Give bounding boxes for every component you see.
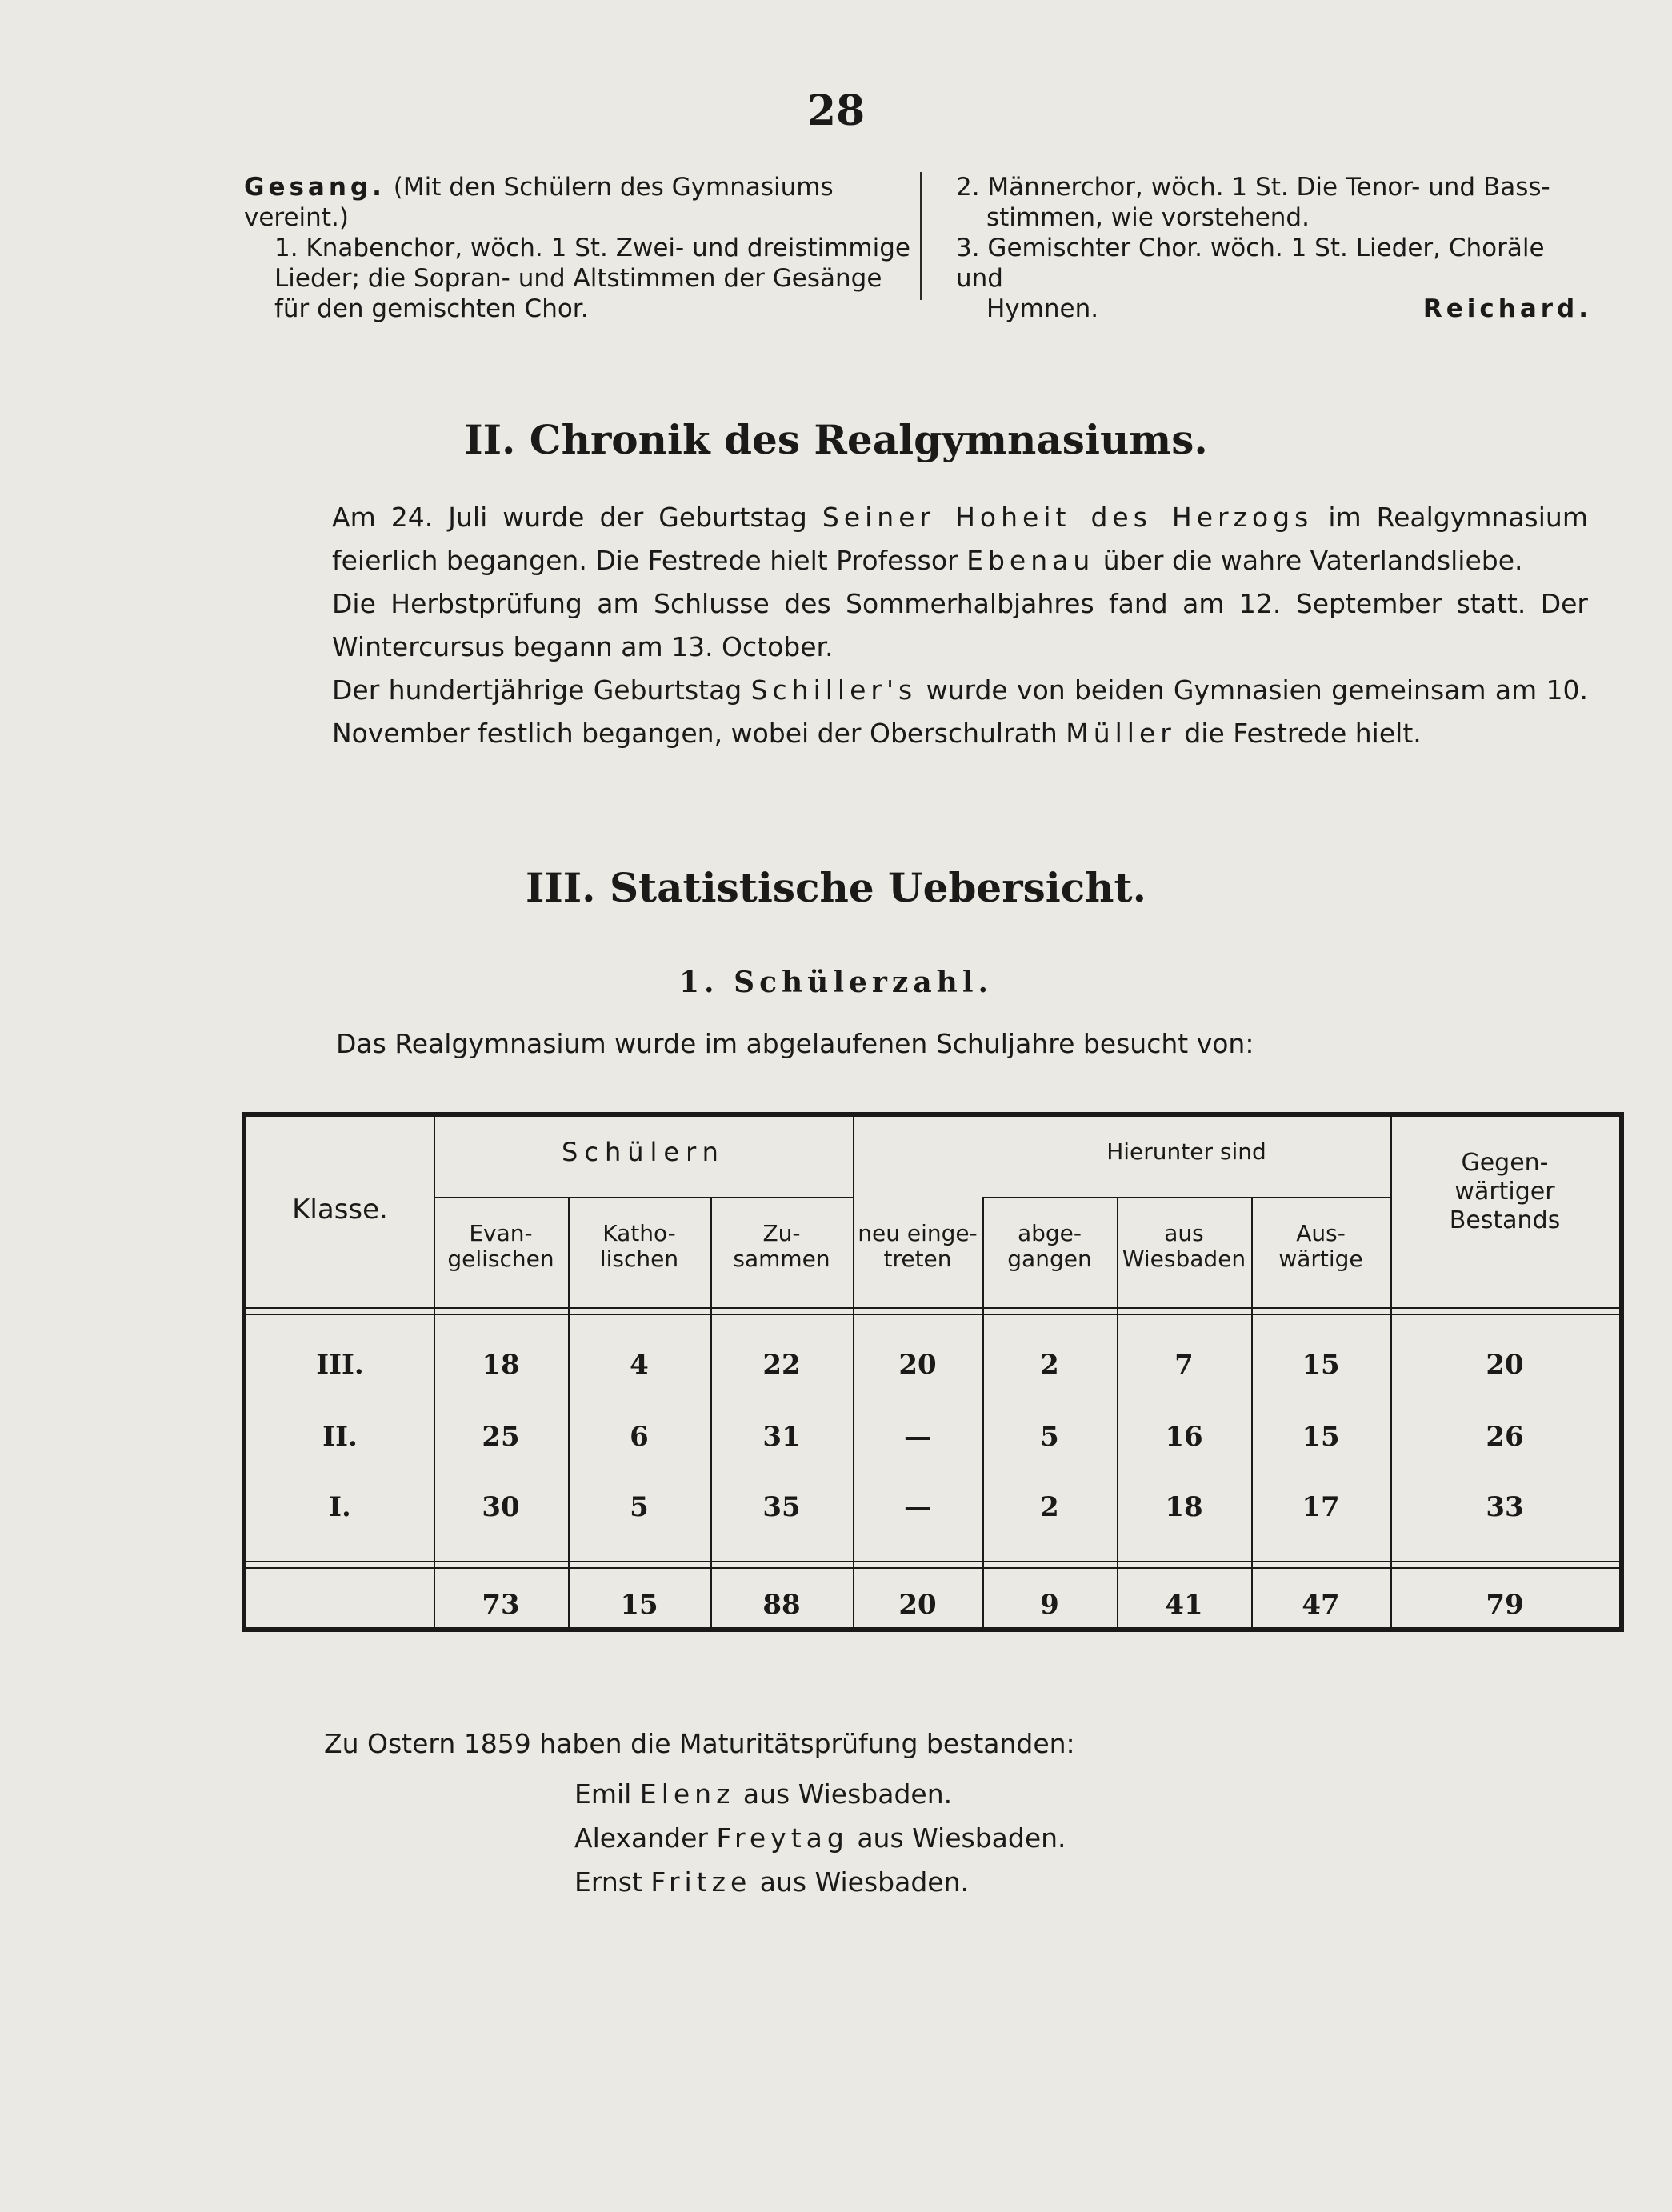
two-column-block xyxy=(244,172,1592,323)
cell-best: 26 xyxy=(1486,1421,1524,1453)
right-line-2: stimmen, wie vorstehend. xyxy=(986,203,1310,232)
cell-abg: 2 xyxy=(1040,1491,1059,1523)
total-neu: 20 xyxy=(898,1589,937,1621)
header-schuelern: Schülern xyxy=(562,1137,725,1167)
cell-wies: 16 xyxy=(1165,1421,1203,1453)
cell-best: 33 xyxy=(1486,1491,1524,1523)
row-klasse: III. xyxy=(316,1349,364,1381)
total-zus: 88 xyxy=(762,1589,801,1621)
cell-abg: 5 xyxy=(1040,1421,1059,1453)
cell-ev: 18 xyxy=(482,1349,520,1381)
right-line-4a: Hymnen. xyxy=(986,294,1099,323)
table-intro: Das Realgymnasium wurde im abgelaufenen Schuljahre besucht von: xyxy=(336,1028,1254,1059)
header-auswaertige: Aus- wärtige xyxy=(1278,1220,1363,1272)
cell-zus: 31 xyxy=(762,1421,801,1453)
right-column xyxy=(956,172,1592,324)
total-wies: 41 xyxy=(1165,1589,1203,1621)
graduate-entry: Ernst Fritze aus Wiesbaden. xyxy=(574,1866,969,1898)
header-abgegangen: abge- gangen xyxy=(1007,1220,1092,1272)
total-abg: 9 xyxy=(1040,1589,1059,1621)
cell-zus: 35 xyxy=(762,1491,801,1523)
cell-neu: 20 xyxy=(898,1349,937,1381)
left-line-2: Lieder; die Sopran- und Altstimmen der Gesänge xyxy=(274,264,882,293)
header-klasse: Klasse. xyxy=(292,1194,388,1226)
gesang-title: Gesang. xyxy=(244,173,386,202)
left-line-3: für den gemischten Chor. xyxy=(274,294,589,323)
row-klasse: I. xyxy=(329,1491,351,1523)
cell-ausw: 15 xyxy=(1302,1349,1340,1381)
total-best: 79 xyxy=(1486,1589,1524,1621)
cell-kath: 4 xyxy=(630,1349,649,1381)
header-hierunter: Hierunter sind xyxy=(1106,1138,1266,1165)
maturity-intro: Zu Ostern 1859 haben die Maturitätsprüfung bestanden: xyxy=(324,1728,1075,1759)
statistics-table xyxy=(242,1112,1624,1632)
section-2-heading: II. Chronik des Realgymnasiums. xyxy=(464,416,1208,463)
total-kath: 15 xyxy=(620,1589,658,1621)
page-number: 28 xyxy=(806,86,866,135)
cell-zus: 22 xyxy=(762,1349,801,1381)
section-3-heading: III. Statistische Uebersicht. xyxy=(525,864,1147,911)
cell-ev: 30 xyxy=(482,1491,520,1523)
row-klasse: II. xyxy=(322,1421,358,1453)
right-line-1: 2. Männerchor, wöch. 1 St. Die Tenor- und Bass- xyxy=(956,173,1550,202)
cell-abg: 2 xyxy=(1040,1349,1059,1381)
schuelerzahl-subheading: 1. Schülerzahl. xyxy=(678,966,994,999)
cell-neu: — xyxy=(904,1421,931,1453)
gesang-note: (Mit den Schülern des Gymnasiums vereint.) xyxy=(244,173,834,232)
cell-kath: 5 xyxy=(630,1491,649,1523)
left-line-1: 1. Knabenchor, wöch. 1 St. Zwei- und dreistimmige xyxy=(274,234,910,262)
column-divider xyxy=(920,172,922,300)
chronik-paragraph-1: Am 24. Juli wurde der Geburtstag Seiner Hoheit des Herzogs im Realgymnasium feierlich begangen. Die Festrede hielt Professor Ebenau über die wahre Vaterlandsliebe. xyxy=(332,502,1588,576)
header-evangelischen: Evan- gelischen xyxy=(447,1220,554,1272)
header-zusammen: Zu- sammen xyxy=(733,1220,830,1272)
left-column xyxy=(244,172,912,324)
cell-kath: 6 xyxy=(630,1421,649,1453)
cell-wies: 18 xyxy=(1165,1491,1203,1523)
cell-ausw: 15 xyxy=(1302,1421,1340,1453)
total-ausw: 47 xyxy=(1302,1589,1340,1621)
right-line-3: 3. Gemischter Chor. wöch. 1 St. Lieder, Choräle und xyxy=(956,234,1545,293)
cell-ev: 25 xyxy=(482,1421,520,1453)
graduate-entry: Alexander Freytag aus Wiesbaden. xyxy=(574,1822,1066,1854)
author-reichard: Reichard. xyxy=(1422,294,1592,323)
total-ev: 73 xyxy=(482,1589,520,1621)
chronik-paragraph-2: Die Herbstprüfung am Schlusse des Sommerhalbjahres fand am 12. September statt. Der Wintercursus begann am 13. October. xyxy=(332,588,1588,662)
cell-best: 20 xyxy=(1486,1349,1524,1381)
cell-ausw: 17 xyxy=(1302,1491,1340,1523)
header-katholischen: Katho- lischen xyxy=(599,1220,679,1272)
graduate-entry: Emil Elenz aus Wiesbaden. xyxy=(574,1778,953,1810)
cell-wies: 7 xyxy=(1174,1349,1194,1381)
cell-neu: — xyxy=(904,1491,931,1523)
chronik-paragraph-3: Der hundertjährige Geburtstag Schiller's wurde von beiden Gymnasien gemeinsam am 10. November festlich begangen, wobei der Oberschulrath Müller die Festrede hielt. xyxy=(332,674,1588,749)
header-aus-wiesbaden: aus Wiesbaden xyxy=(1122,1220,1246,1272)
graduate-list xyxy=(574,1772,1066,1904)
header-gegenwaertiger-bestand: Gegen- wärtiger Bestands xyxy=(1449,1149,1561,1234)
chronik-text xyxy=(252,496,1588,755)
header-neu-eingetreten: neu einge- treten xyxy=(858,1220,978,1272)
